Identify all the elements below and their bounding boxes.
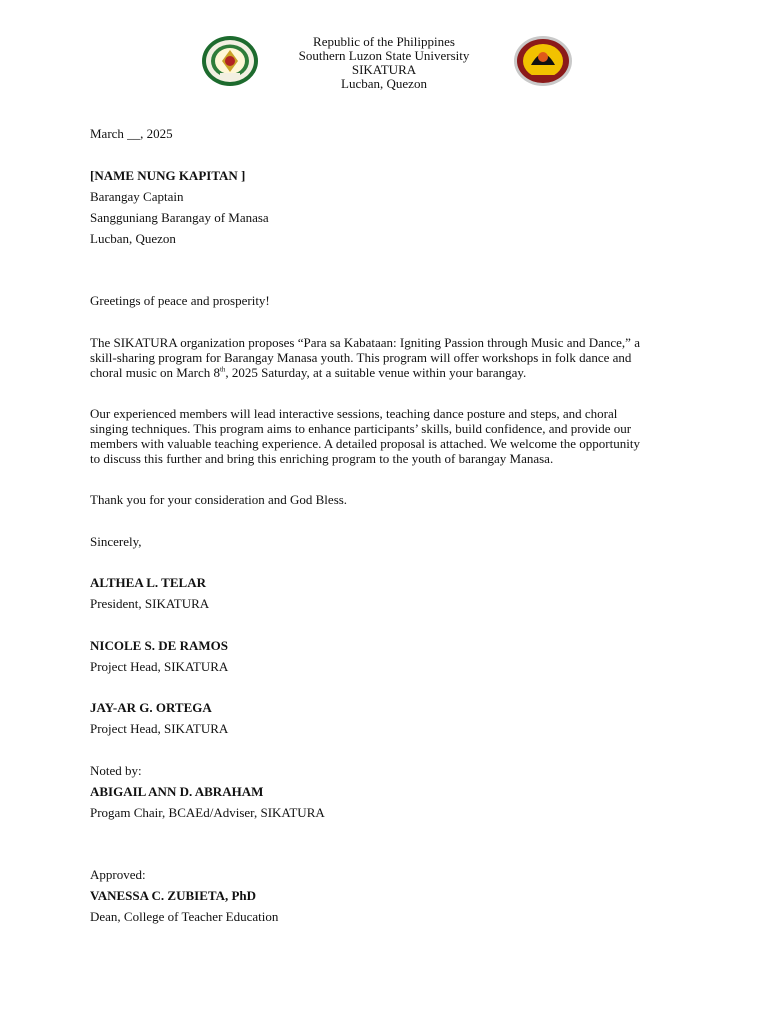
signatory-name: ALTHEA L. TELAR — [90, 575, 206, 590]
approved-label: Approved: — [90, 867, 146, 882]
signatory-role: Project Head, SIKATURA — [90, 659, 229, 674]
noted-by-block — [90, 763, 680, 820]
noted-name: ABIGAIL ANN D. ABRAHAM — [90, 784, 264, 799]
letter-date: March __, 2025 — [90, 126, 173, 141]
paragraph-line: members with valuable teaching experience. A detailed proposal is attached. We welcome the opportunity — [90, 436, 640, 451]
signatory — [90, 575, 680, 611]
paragraph-line: choral music on March 8th, 2025 Saturday, at a suitable venue within your barangay. — [90, 365, 527, 380]
paragraph-details — [90, 406, 680, 466]
noted-label: Noted by: — [90, 763, 142, 778]
recipient-name: [NAME NUNG KAPITAN ] — [90, 168, 246, 183]
letterhead — [0, 35, 768, 91]
paragraph-line: skill-sharing program for Barangay Manasa youth. This program will offer workshops in folk dance and — [90, 350, 632, 365]
thanks-line: Thank you for your consideration and God Bless. — [90, 492, 348, 507]
noted-role: Progam Chair, BCAEd/Adviser, SIKATURA — [90, 805, 325, 820]
ordinal-suffix: th — [219, 365, 226, 374]
approved-role: Dean, College of Teacher Education — [90, 909, 279, 924]
recipient-block — [90, 168, 680, 246]
header-line-university: Southern Luzon State University — [298, 48, 470, 63]
paragraph-line: to discuss this further and bring this enriching program to the youth of barangay Manasa. — [90, 451, 554, 466]
signatory-role: Project Head, SIKATURA — [90, 721, 229, 736]
paragraph-line: singing techniques. This program aims to enhance participants’ skills, build confidence, and provide our — [90, 421, 632, 436]
recipient-title: Barangay Captain — [90, 189, 184, 204]
paragraph-line: The SIKATURA organization proposes “Para sa Kabataan: Igniting Passion through Music and Dance,” a — [90, 335, 640, 350]
approved-name: VANESSA C. ZUBIETA, PhD — [90, 888, 257, 903]
recipient-address: Lucban, Quezon — [90, 231, 176, 246]
signatory — [90, 638, 680, 674]
signatory-role: President, SIKATURA — [90, 596, 210, 611]
closing: Sincerely, — [90, 534, 142, 549]
signatory-name: NICOLE S. DE RAMOS — [90, 638, 228, 653]
sikatura-logo-icon — [513, 35, 571, 87]
header-line-country: Republic of the Philippines — [313, 34, 455, 49]
approved-block — [90, 867, 680, 924]
signatory-name: JAY-AR G. ORTEGA — [90, 700, 212, 715]
header-line-organization: SIKATURA — [351, 62, 417, 77]
greeting: Greetings of peace and prosperity! — [90, 293, 270, 308]
paragraph-proposal — [90, 335, 680, 380]
header-line-address: Lucban, Quezon — [341, 76, 427, 91]
recipient-office: Sangguniang Barangay of Manasa — [90, 210, 269, 225]
paragraph-line: Our experienced members will lead interactive sessions, teaching dance posture and steps, and choral — [90, 406, 618, 421]
signatory — [90, 700, 680, 736]
